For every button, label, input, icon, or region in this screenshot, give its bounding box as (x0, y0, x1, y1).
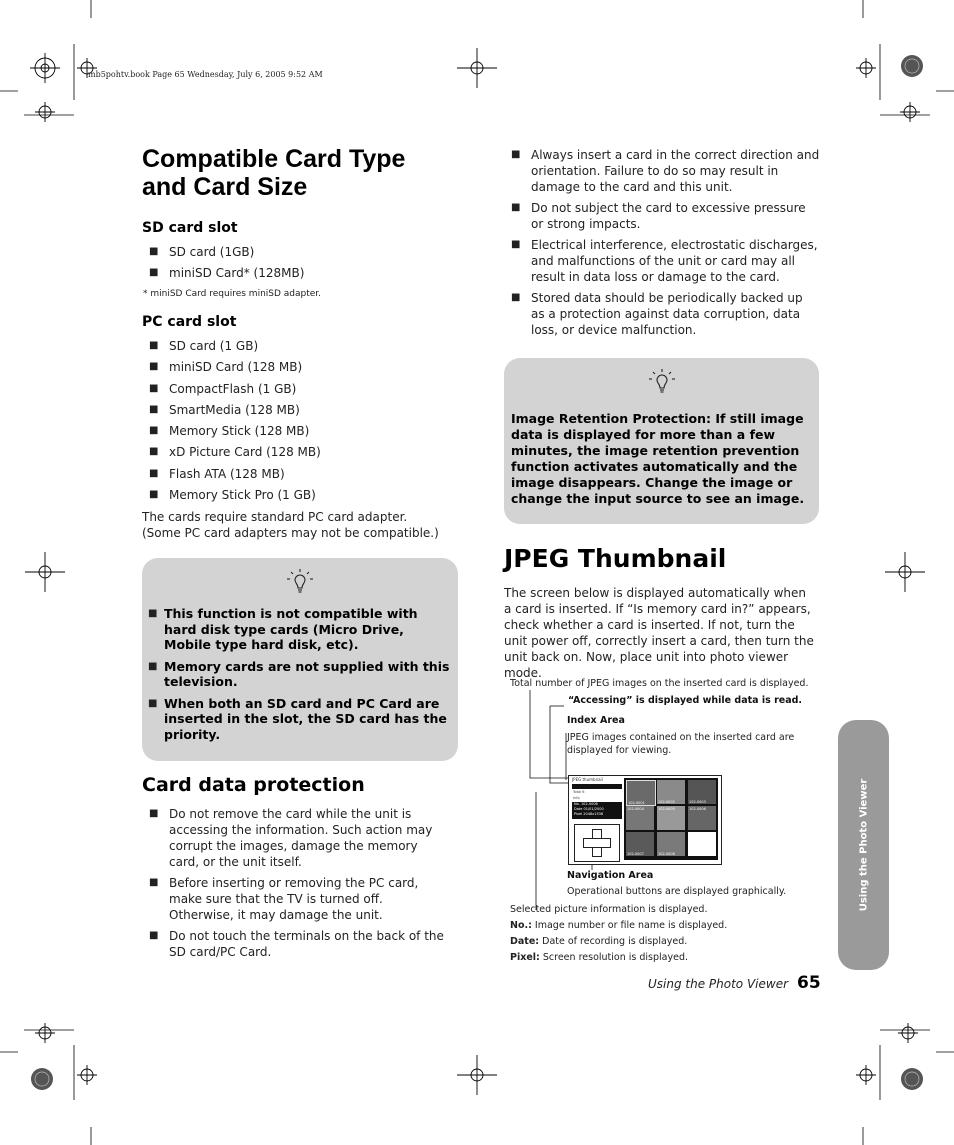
thumbnail[interactable] (657, 832, 685, 856)
thumbnail[interactable] (626, 780, 656, 806)
card-protection-heading: Card data protection (142, 774, 365, 796)
footer-section-name: Using the Photo Viewer (648, 977, 789, 991)
screen-no-label: No. (574, 802, 580, 806)
list-item: ■ Do not subject the card to excessive pressure or strong impacts. (505, 200, 820, 232)
image-retention-tip-box (504, 358, 819, 524)
jpeg-intro-text: The screen below is displayed automatically when a card is inserted. If “Is memory card in?” appears, check whether a card is inserted. If not, turn the unit power off, correctly insert a card, then turn the unit back on. Now, place unit into photo viewer mode. (504, 586, 814, 680)
list-item: ■ Before inserting or removing the PC card, make sure that the TV is turned off. Otherwise, it may damage the unit. (143, 875, 448, 923)
accessing-bar (572, 784, 622, 789)
left-column (142, 145, 462, 201)
tip-item: ■ This function is not compatible with hard disk type cards (Micro Drive, Mobile type hard disk, etc). (144, 606, 450, 653)
screen-title: JPEG thumbnail (572, 777, 603, 782)
thumbnail[interactable] (657, 806, 685, 830)
annotation-nav-title: Navigation Area (567, 870, 654, 881)
thumbnail-label: 102-0004 (627, 807, 644, 811)
list-item: ■ Stored data should be periodically backed up as a protection against data corruption, data loss, or device malfunction. (505, 290, 820, 338)
side-tab-label (838, 720, 889, 970)
thumbnail-label: 102-0001 (628, 801, 645, 805)
side-tab-text: Using the Photo Viewer (858, 778, 869, 912)
page-number: 65 (797, 973, 821, 993)
list-item: ■ xD Picture Card (128 MB) (143, 444, 443, 460)
lightbulb-icon (283, 568, 317, 598)
annotation-pixel-desc: Screen resolution is displayed. (542, 952, 688, 963)
image-retention-text: Image Retention Protection: If still image data is displayed for more than a few minutes, the image retention prevention function activates automatically and the image disappears. Change the image or change the input source to see an image. (511, 411, 805, 506)
thumbnail-label: 102-0002 (658, 800, 675, 804)
annotation-date-label: Date: (510, 936, 540, 947)
sd-slot-list (143, 244, 443, 281)
list-item: ■ Memory Stick Pro (1 GB) (143, 487, 443, 503)
tip-item: ■ Memory cards are not supplied with this television. (144, 659, 450, 690)
annotation-date (510, 936, 687, 947)
annotation-pixel (510, 952, 688, 963)
navigation-area (574, 824, 620, 862)
index-area (624, 778, 718, 860)
annotation-no-desc: Image number or file name is displayed. (534, 920, 728, 931)
annotation-accessing: “Accessing” is displayed while data is read. (568, 695, 803, 706)
list-item: ■ SD card (1GB) (143, 244, 443, 260)
tip-item: ■ When both an SD card and PC Card are inserted in the slot, the SD card has the priority. (144, 696, 450, 743)
thumbnail-label: 102-0006 (689, 807, 706, 811)
print-header: mb5pohtv.book Page 65 Wednesday, July 6, 2005 9:52 AM (88, 70, 323, 79)
list-item: ■ Memory Stick (128 MB) (143, 423, 443, 439)
pc-slot-list (143, 338, 443, 503)
screen-no-value: 102-0006 (580, 802, 598, 806)
title-line-2: and Card Size (142, 173, 308, 201)
thumbnail-label: 102-0007 (627, 852, 644, 856)
screen-pixel-value: 2048x1536 (583, 812, 604, 816)
annotation-index-desc: JPEG images contained on the inserted card are displayed for viewing. (567, 732, 795, 756)
nav-horizontal-arrow (583, 838, 611, 848)
annotation-selected: Selected picture information is displayed. (510, 904, 708, 915)
thumbnail-label: 102-0003 (689, 800, 706, 804)
list-item: ■ Always insert a card in the correct direction and orientation. Failure to do so may result in damage to the card and this unit. (505, 147, 820, 195)
sd-slot-heading: SD card slot (142, 220, 238, 236)
lightbulb-icon (645, 368, 679, 398)
sd-footnote: * miniSD Card requires miniSD adapter. (143, 289, 322, 299)
card-protection-list (143, 806, 448, 960)
thumbnail-label: 102-0005 (658, 807, 675, 811)
thumbnail[interactable] (688, 806, 716, 830)
tip-box (142, 558, 458, 761)
thumbnail[interactable] (626, 832, 654, 856)
list-item: ■ Flash ATA (128 MB) (143, 466, 443, 482)
annotation-index-title: Index Area (567, 715, 625, 726)
screen-pixel-label: Pixel (574, 812, 583, 816)
list-item: ■ miniSD Card (128 MB) (143, 359, 443, 375)
annotation-nav-desc: Operational buttons are displayed graphically. (567, 886, 787, 897)
list-item: ■ Do not remove the card while the unit is accessing the information. Such action may corrupt the images, damage the memory card, or the unit itself. (143, 806, 448, 870)
pc-adapter-note: The cards require standard PC card adapter. (Some PC card adapters may not be compatible.) (142, 510, 439, 540)
annotation-pixel-label: Pixel: (510, 952, 540, 963)
photo-viewer-screen (568, 775, 722, 865)
annotation-date-desc: Date of recording is displayed. (542, 936, 688, 947)
annotation-total: Total number of JPEG images on the inserted card is displayed. (510, 678, 809, 689)
screen-info-panel (572, 802, 622, 819)
thumbnail[interactable] (657, 780, 685, 804)
title-line-1: Compatible Card Type (142, 145, 406, 173)
thumbnail[interactable] (626, 806, 654, 830)
annotation-no-label: No.: (510, 920, 532, 931)
pc-slot-heading: PC card slot (142, 314, 237, 330)
screen-info: Info (573, 796, 580, 800)
screen-date-value: 01/01/2000 (583, 807, 604, 811)
list-item: ■ miniSD Card* (128MB) (143, 265, 443, 281)
list-item: ■ Do not touch the terminals on the back of the SD card/PC Card. (143, 928, 448, 960)
tip-list (144, 606, 450, 742)
thumbnail[interactable] (688, 780, 716, 804)
card-protection-list-continued (505, 147, 820, 338)
list-item: ■ SD card (1 GB) (143, 338, 443, 354)
jpeg-thumbnail-title: JPEG Thumbnail (504, 544, 727, 573)
list-item: ■ CompactFlash (1 GB) (143, 381, 443, 397)
screen-date-label: Date (574, 807, 583, 811)
list-item: ■ SmartMedia (128 MB) (143, 402, 443, 418)
annotation-no (510, 920, 727, 931)
empty-thumbnail-slot (688, 832, 716, 856)
screen-total: Total 6 (573, 790, 585, 794)
thumbnail-label: 102-0008 (658, 852, 675, 856)
list-item: ■ Electrical interference, electrostatic discharges, and malfunctions of the unit or card may all result in data loss or damage to the card. (505, 237, 820, 285)
page-title (142, 145, 462, 201)
